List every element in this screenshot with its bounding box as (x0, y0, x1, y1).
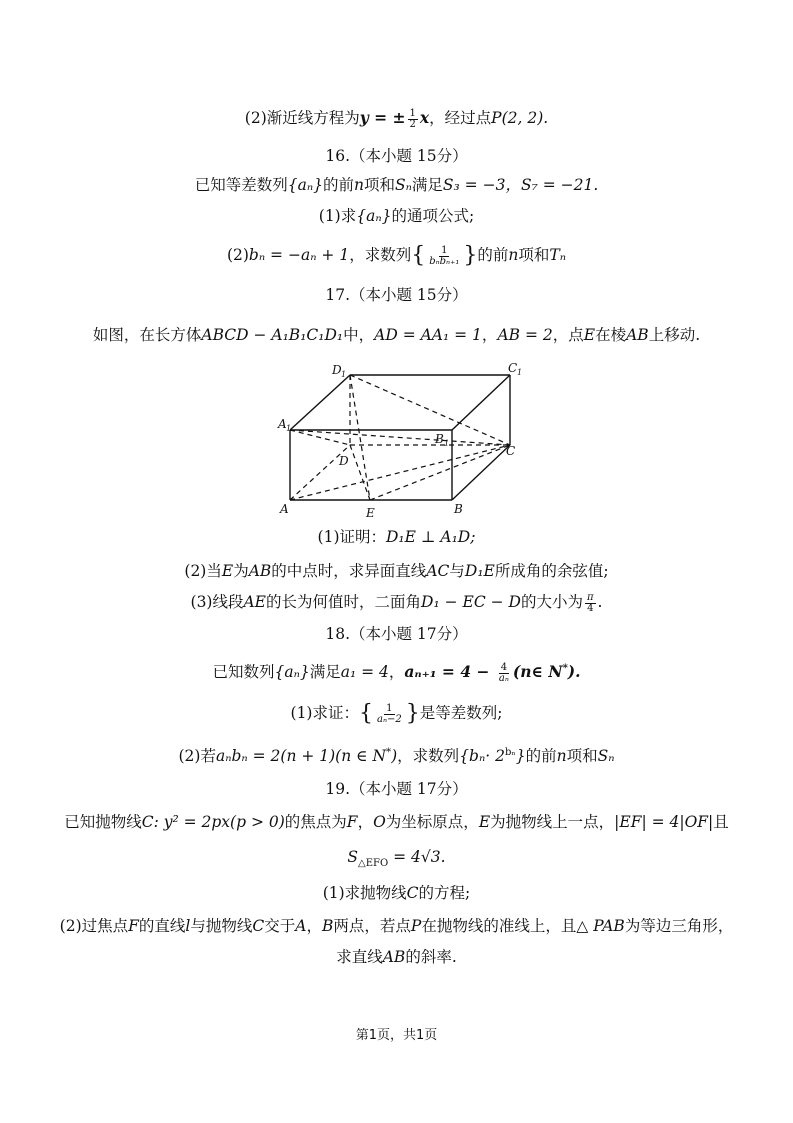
q17-part1 (0, 526, 793, 548)
label-b: B (454, 502, 463, 516)
q15-p2-prefix: (2)渐近线方程为 (244, 109, 360, 127)
q18-part2: (2)若aₙbₙ = 2(n + 1)(n ∈ N*)，求数列$\{b_n\cdot 2^{b_n}\}$的前n项和Sₙ (178, 747, 615, 766)
q19-stem: 已知抛物线C: y² = 2px(p > 0)的焦点为F，O为坐标原点，E为抛物线上一点，|EF| = 4|OF|且 (64, 813, 729, 831)
q17-ab: AB = 2 (497, 326, 553, 344)
q17-p3-b: 的长为何值时，二面角 (266, 593, 422, 611)
q19-stem-f: 且 (713, 813, 729, 831)
q19-p1: (1)求抛物线 (322, 884, 407, 902)
q16-part1 (0, 205, 793, 227)
q16-frac: $\frac{1}{\text{bₙbₙ₊₁}}$ (429, 244, 460, 267)
q17-pi-over-4: $\frac{\pi}{4}$ (586, 591, 594, 614)
q18-p1-a: (1)求证： (290, 704, 359, 722)
q18-p2-d: 项和 (566, 747, 598, 766)
edge-c1b1 (452, 375, 510, 430)
q18-p2-a: (2)若 (178, 747, 216, 766)
svg-text:1: 1 (341, 370, 347, 379)
q19-part1: (1)求抛物线C的方程; (322, 884, 471, 902)
q16-part2: (2)bₙ = −aₙ + 1，求数列{ $\frac{1}{\text{bₙbₙ₊₁}}$ }的前n项和Tₙ (226, 243, 567, 268)
svg-text:1: 1 (286, 424, 292, 433)
q16-p2-end: 项和 (518, 246, 550, 264)
q18-recurrence: aₙ₊₁ = 4 − (404, 662, 495, 682)
q19-stem-d: 为坐标原点， (385, 813, 479, 831)
q17-p2-e: 所成角的余弦值; (494, 562, 609, 580)
q19-p2-h: 为等边三角形， (624, 917, 734, 935)
q17-p3-c: 的大小为 (520, 593, 583, 611)
q17-part2: (2)当E为AB的中点时，求异面直线AC与D₁E所成角的余弦值; (184, 562, 609, 580)
q18-stem-c: ， (388, 663, 405, 682)
q19-p2-d: 交于 (264, 917, 296, 935)
q19-part2: (2)过焦点F的直线l与抛物线C交于A，B两点，若点P在抛物线的准线上，且△ PAB为等边三角形， (59, 917, 734, 935)
q17-heading: 17.（本小题 15分） (325, 286, 468, 304)
q16-p2-mid: ，求数列 (349, 246, 412, 264)
seg-de (350, 445, 370, 500)
q17-stem-d: ，点 (552, 326, 584, 344)
q16-p1-suffix: 的通项公式; (391, 207, 475, 225)
q18-p2-b: ，求数列 (397, 747, 460, 766)
q18-stem-b: 满足 (309, 663, 341, 682)
q15-x: x (419, 108, 430, 127)
q18-p1-b: 是等差数列; (419, 704, 503, 722)
diag-ac (290, 445, 510, 500)
q16-an-set: {aₙ} (287, 176, 323, 194)
q19-p2-c: 与抛物线 (190, 917, 253, 935)
q18-part1: (1)求证：{ $\frac{1}{\text{aₙ−2}}$ }是等差数列; (290, 701, 503, 726)
q15-part2 (0, 107, 793, 130)
q17-p3-a: (3)线段 (190, 593, 244, 611)
svg-text:1: 1 (517, 368, 523, 377)
q18-heading: 18.（本小题 17分） (325, 625, 468, 643)
q16-stem (0, 174, 793, 196)
q17-stem-a: 如图，在长方体 (92, 326, 202, 344)
edge-a1d1 (290, 375, 350, 430)
q16-tn: Tₙ (549, 246, 567, 264)
seg-a1c (290, 430, 510, 445)
q18-stem-a: 已知数列 (212, 663, 275, 682)
edge-bc (452, 445, 510, 500)
q19-p2-b: 的直线 (138, 917, 186, 935)
label-d: D (339, 454, 349, 468)
label-a1: A (278, 417, 287, 431)
q19-p2-e: ， (306, 917, 323, 935)
q17-p2-b: 为 (233, 562, 249, 580)
label-c: C (506, 444, 516, 458)
q19-stem-a: 已知抛物线 (64, 813, 142, 831)
q17-p2-c: 的中点时，求异面直线 (271, 562, 427, 580)
q16-sn: Sₙ (395, 176, 412, 194)
q16-p2-prefix: (2) (226, 246, 249, 264)
q15-point: P(2, 2). (491, 109, 549, 127)
q17-stem-b: 中， (343, 326, 375, 344)
q17-stem-e: 在棱 (595, 326, 627, 344)
q19-stem-c: ， (357, 813, 374, 831)
q17-ad: AD = AA₁ = 1 (374, 326, 482, 344)
q17-stem-f: 上移动. (648, 326, 701, 344)
q16-stem-b: 的前 (322, 176, 354, 194)
q17-p1: (1)证明： (317, 528, 386, 546)
q16-p1-prefix: (1)求 (318, 207, 357, 225)
q17-p2-a: (2)当 (184, 562, 222, 580)
q17-box: ABCD − A₁B₁C₁D₁ (201, 326, 344, 344)
q15-p2-suffix: ，经过点 (429, 109, 492, 127)
label-a: A (280, 502, 289, 516)
seg-d1c (350, 375, 510, 445)
q17-stem: 如图，在长方体ABCD − A₁B₁C₁D₁中，AD = AA₁ = 1，AB = 2，点E在棱AB上移动. (92, 326, 701, 344)
q17-p2-d: 与 (449, 562, 465, 580)
q15-asymptote-eq: y = ± (359, 108, 406, 127)
q16-stem-c: 项和 (363, 176, 395, 194)
seg-ec (370, 445, 510, 500)
q19-p2-line2: 求直线 (336, 948, 383, 966)
q16-n: n (354, 176, 364, 194)
label-d1: D (332, 363, 342, 377)
q16-stem-vals: S₃ = −3，S₇ = −21. (442, 176, 599, 194)
q19-p2-f: 两点，若点 (333, 917, 411, 935)
q19-stem-b: 的焦点为 (284, 813, 347, 831)
q17-part3: (3)线段AE的长为何值时，二面角D₁ − EC − D的大小为 $\frac{\pi}{4}$ . (190, 591, 603, 614)
q16-stem-a: 已知等差数列 (194, 176, 288, 194)
q19-p2-a: (2)过焦点 (59, 917, 129, 935)
svg-text:1: 1 (444, 439, 450, 448)
q19-part2-line2: 求直线AB的斜率. (336, 948, 457, 966)
q15-half-fraction: $\frac{1}{2}$ (409, 107, 416, 130)
label-e: E (366, 506, 375, 520)
q19-p2-line2-b: 的斜率. (405, 948, 457, 966)
q16-heading: 16.（本小题 15分） (325, 147, 468, 165)
q18-p2-c: 的前 (525, 747, 557, 766)
q17-p1-expr: D₁E ⊥ A₁D; (386, 528, 476, 546)
q18-stem: 已知数列{aₙ}满足a₁ = 4，aₙ₊₁ = 4 − $\frac{4}{\text{aₙ}}$ (n∈ N*). (212, 661, 581, 684)
q17-stem-c: ， (481, 326, 498, 344)
q19-area: $S_{\triangle EFO} = 4√3$. (347, 848, 446, 870)
q16-p2-suffix: 的前 (477, 246, 509, 264)
q16-stem-d: 满足 (411, 176, 443, 194)
q19-heading: 19.（本小题 17分） (325, 780, 468, 798)
page-footer: 第1页，共1页 (355, 1028, 438, 1043)
q16-p1-an: {aₙ} (356, 207, 392, 225)
q16-p2-eq: bₙ = −aₙ + 1 (248, 246, 350, 264)
label-c1: C (508, 361, 518, 375)
q19-p1-b: 的方程; (418, 884, 471, 902)
cuboid-figure (270, 360, 530, 520)
q19-stem-e: 为抛物线上一点， (490, 813, 615, 831)
seg-d1e (350, 375, 370, 500)
q19-p2-g: 在抛物线的准线上，且 (421, 917, 577, 935)
label-b1: B (435, 432, 444, 446)
